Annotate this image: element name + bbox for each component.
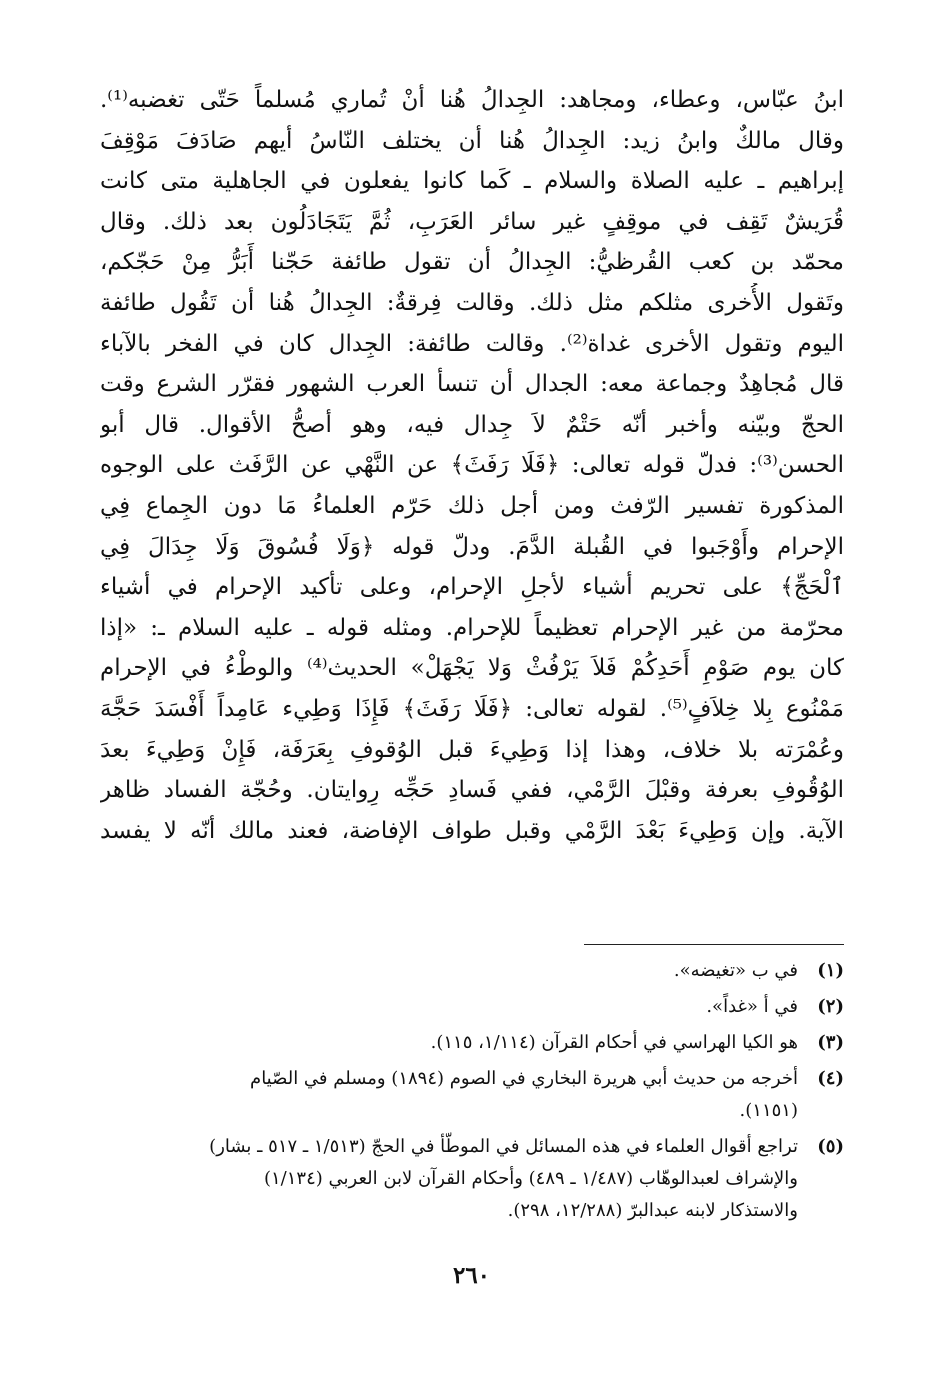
text-line: وتَقول الأُخرى مثلكم مثل ذلك. وقالت فِرقةٌ: الجِدالُ هُنا أن تَقُول طائفة [100,289,844,316]
footnote-text: في ب «تغيضه». [673,960,798,981]
footnote-divider [584,944,844,945]
text-line: الحسن⁽³⁾: فدلّ قوله تعالى: ﴿فَلَا رَفَثَ﴾ عن النَّهْي عن الرَّفَث على الوجوه [100,452,844,479]
text-line: قال مُجاهِدٌ وجماعة معه: الجدال أن تنسأ العرب الشهور فقرّر الشرع وقت [100,371,844,398]
text-line: مَمْنُوع بِلا خِلاَفٍ⁽⁵⁾. لقوله تعالى: ﴿فَلَا رَفَثَ﴾ فَإِذَا وَطِيء عَامِداً أَفْسَدَ حَجَّهَ [100,695,844,722]
footnote-item [100,955,844,987]
footnote-item [100,1063,844,1127]
footnote-text: والاستذكار لابنه عبدالبرّ (١٢/٢٨٨، ٢٩٨). [507,1200,798,1221]
footnote-item [100,991,844,1023]
text-line: الحجّ وبيّنه وأخبر أنّه حَتْمٌ لاَ جِدال فيه، وهو أصحُّ الأقوال. قال أبو [100,411,844,438]
text-line: اليوم وتقول الأخرى غداة⁽²⁾. وقالت طائفة: الجِدال كان في الفخر بالآباء [100,330,844,357]
footnote-item [100,1027,844,1059]
footnote-text: (١١٥١). [739,1100,798,1121]
text-line: ٱلْحَجِّ﴾ على تحريم أشياء لأجلِ الإحرام، وعلى تأكيد الإحرام في أشياء [100,574,844,601]
text-line: المذكورة تفسير الرّفث ومن أجل ذلك حَرّم العلماءُ مَا دون الجِماع فِي [100,492,844,519]
footnote-number: (٥) [817,1136,844,1157]
footnote-number: (٢) [817,996,844,1017]
text-line: ابنُ عبّاس، وعطاء، ومجاهد: الجِدالُ هُنا أنْ تُماري مُسلماً حَتّى تغضبه⁽¹⁾. [100,87,844,113]
text-line: محمّد بن كعب القُرظيُّ: الجِدالُ أن تقول طائفة حَجّنا أَبَرُّ مِنْ حَجّكم، [100,249,844,276]
text-line: الوُقُوفِ بعرفة وقبْلَ الرَّمْي، ففي فَسادِ حَجِّه رِوايتان. وحُجّة الفساد ظاهر [100,777,844,804]
page-number: ٢٦٠ [452,1262,491,1289]
text-line: وقال مالكٌ وابنُ زيد: الجِدالُ هُنا أن يختلف النّاسُ أيهم صَادَفَ مَوْقِفَ [100,127,844,154]
text-line: كان يوم صَوْمِ أَحَدِكُمْ فَلاَ يَرْفُثْ وَلا يَجْهَلْ» الحديث⁽⁴⁾ والوطْءُ في الإحرام [100,655,844,682]
text-line: محرّمة من غير الإحرام تعظيماً للإحرام. ومثله قوله ـ عليه السلام ـ: «إذا [100,614,844,641]
footnote-text: تراجع أقوال العلماء في هذه المسائل في الموطّأ في الحجّ (١/٥١٣ ـ ٥١٧ ـ بشار) [209,1136,798,1157]
footnote-number: (٣) [817,1032,844,1053]
footnote-number: (١) [817,960,844,981]
footnotes-list [100,955,844,1231]
footnote-text: والإشراف لعبدالوهّاب (١/٤٨٧ ـ ٤٨٩) وأحكام القرآن لابن العربي (١/١٣٤) [263,1168,798,1189]
footnote-number: (٤) [817,1068,844,1089]
text-line: الإحرام وأَوْجَبوا في القُبلة الدَّمَ. ودلّ قوله ﴿وَلَا فُسُوقَ وَلَا جِدَالَ فِي [100,533,844,560]
footnote-item [100,1131,844,1227]
text-line: وعُمْرَته بلا خلاف، وهذا إذا وَطِيءَ قبل الوُقوفِ بِعَرَفَة، فَإِنْ وَطِيءَ بعدَ [100,736,844,763]
text-line: قُرَيشٌ تَقِف في موقِفٍ غير سائر العَرَبِ، ثُمَّ يَتَجَادَلُون بعد ذلك. وقال [100,208,844,235]
footnote-text: أخرجه من حديث أبي هريرة البخاري في الصوم (١٨٩٤) ومسلم في الصّيام [250,1068,798,1089]
text-line: الآية. وإن وَطِيءَ بَعْدَ الرَّمْي وقبل طواف الإفاضة، فعند مالك أنّه لا يفسد [100,817,844,844]
main-text [100,80,844,851]
footnote-text: في أ «غداً». [706,996,798,1017]
text-line: إبراهيم ـ عليه الصلاة والسلام ـ كَما كانوا يفعلون في الجاهلية متى كانت [100,168,844,195]
footnote-text: هو الكيا الهراسي في أحكام القرآن (١/١١٤، ١١٥). [430,1032,798,1053]
